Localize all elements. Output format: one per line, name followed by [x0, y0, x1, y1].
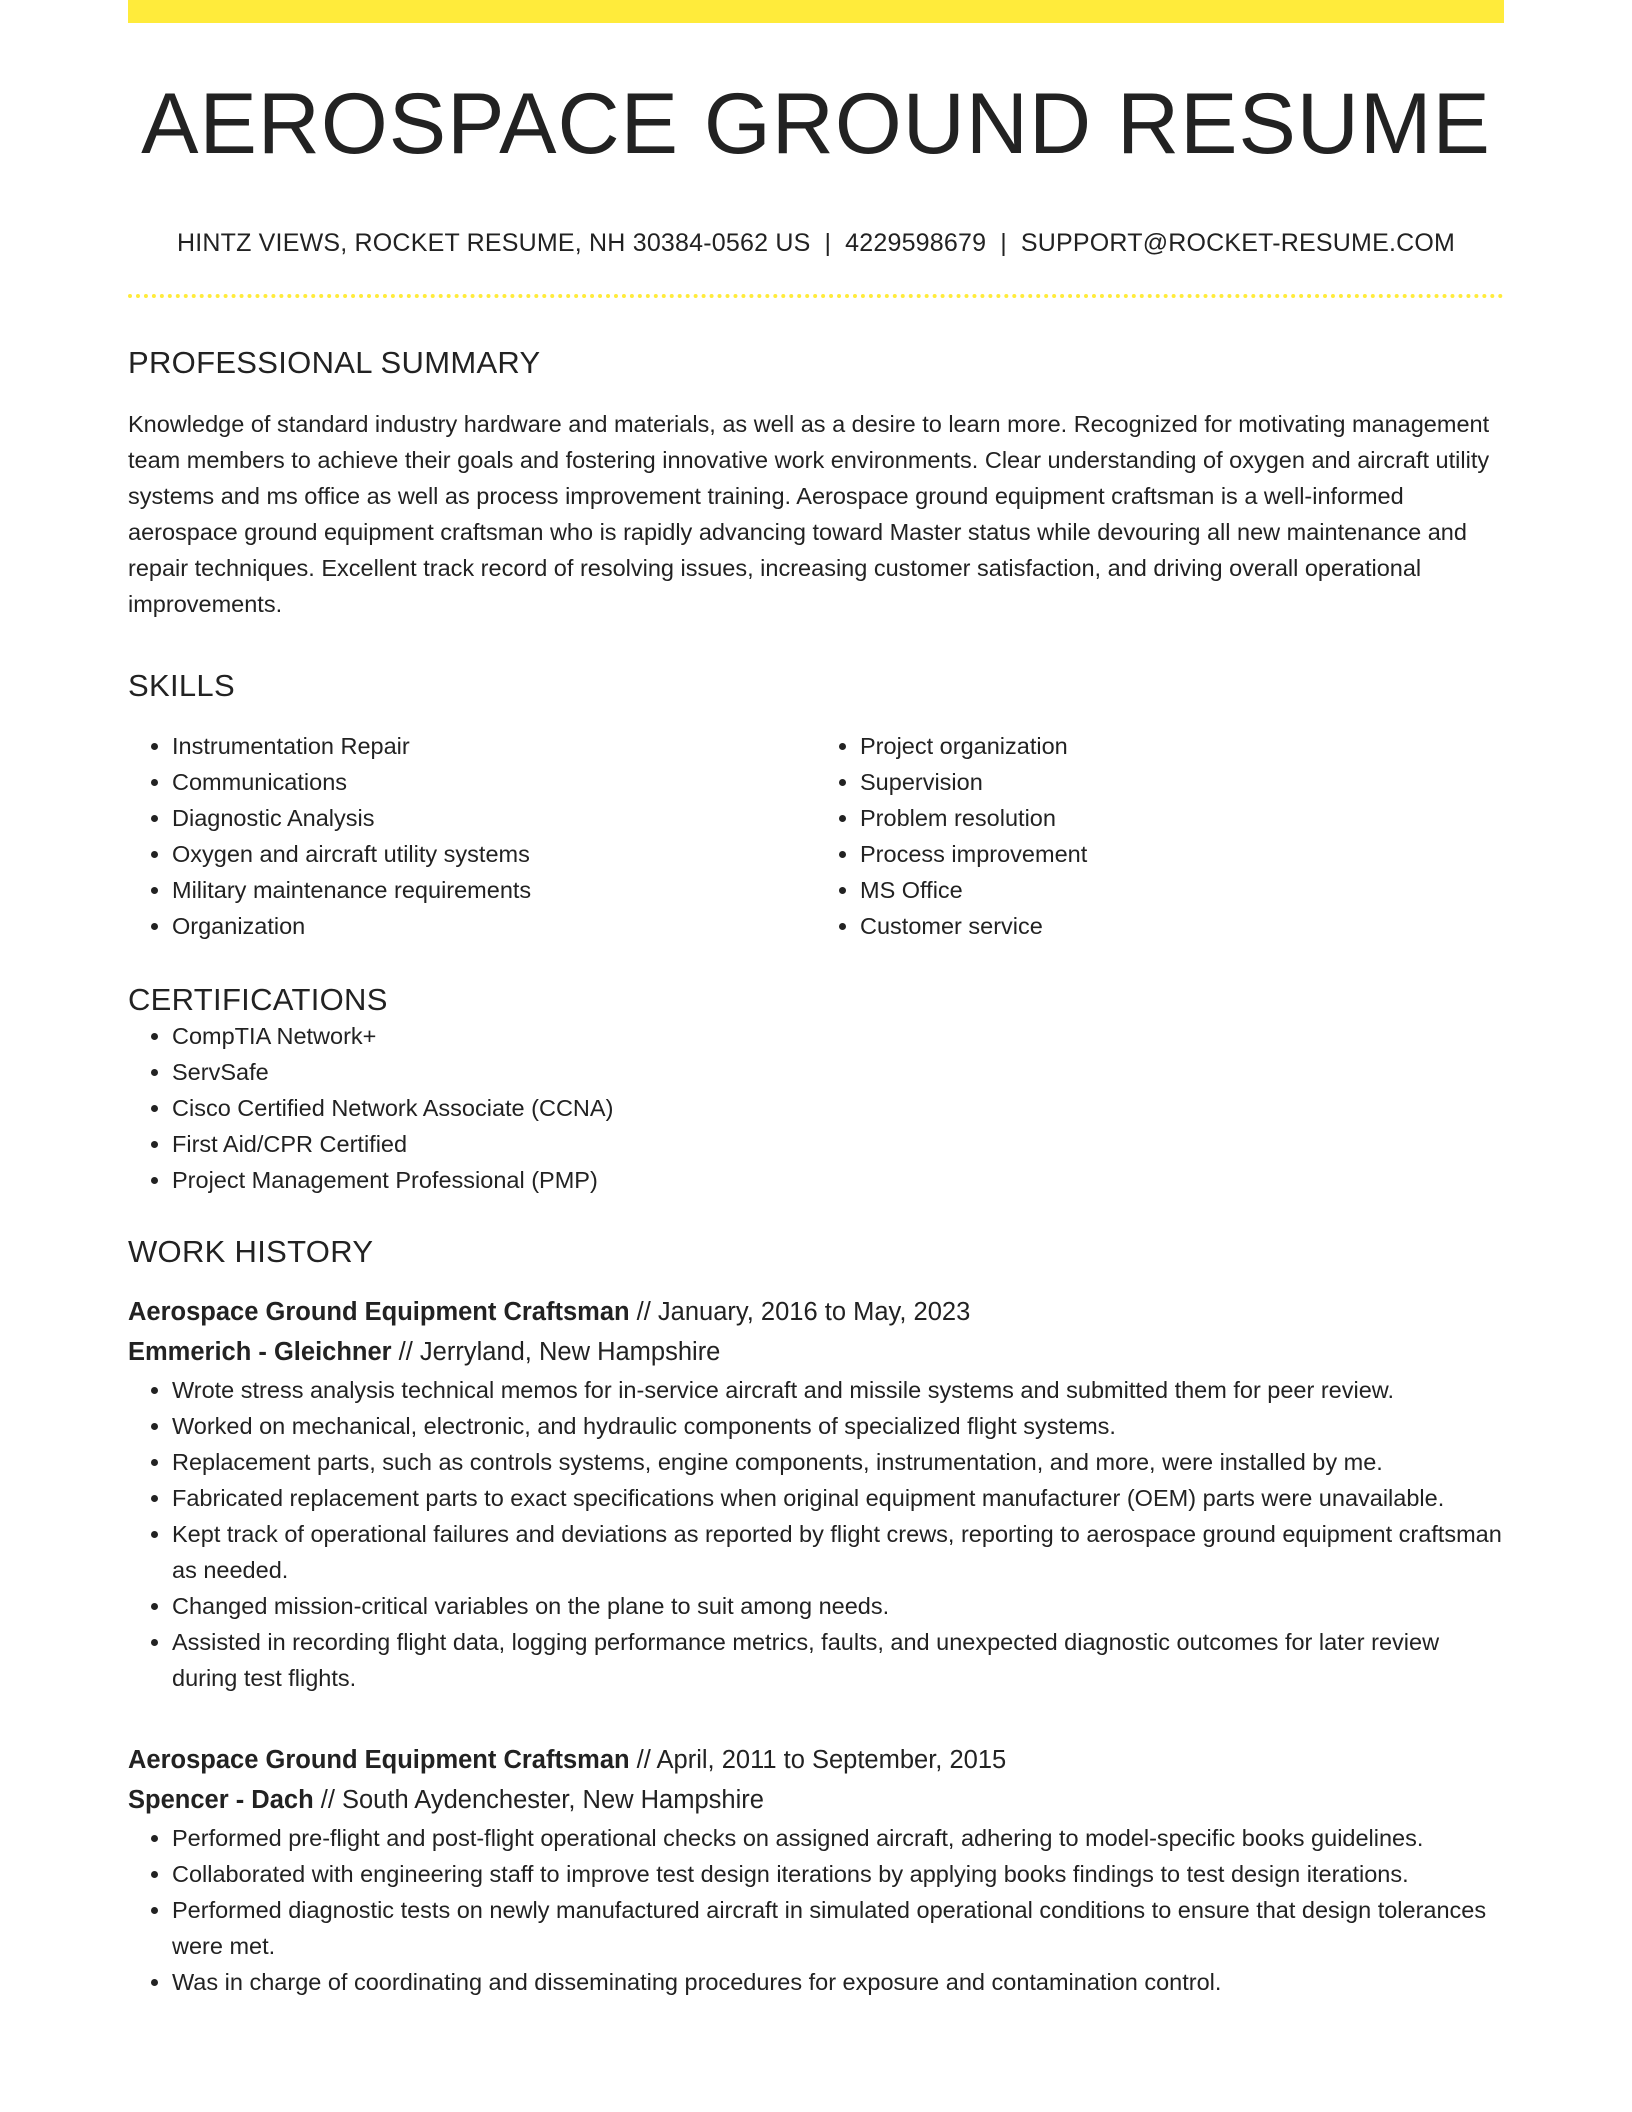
job-duty-item: • Was in charge of coordinating and disseminating procedures for exposure and contamination control.: [172, 1964, 1504, 2000]
skills-left-list: [128, 728, 816, 944]
skill-item: • Communications: [172, 764, 816, 800]
job-company-line: [128, 1780, 1504, 1820]
dotted-divider: [128, 294, 1504, 298]
job-duty-item: • Assisted in recording flight data, logging performance metrics, faults, and unexpected diagnostic outcomes for later review during test flights.: [172, 1624, 1504, 1696]
job-entry: [128, 1292, 1504, 1696]
skill-item: • Diagnostic Analysis: [172, 800, 816, 836]
certification-item: • ServSafe: [172, 1054, 1504, 1090]
contact-phone: 4229598679: [845, 229, 987, 257]
job-duty-item: • Performed pre-flight and post-flight operational checks on assigned aircraft, adhering to model-specific books guidelines.: [172, 1820, 1504, 1856]
job-title-line: [128, 1292, 1504, 1332]
job-duty-item: • Replacement parts, such as controls systems, engine components, instrumentation, and more, were installed by me.: [172, 1444, 1504, 1480]
job-duty-item: • Changed mission-critical variables on the plane to suit among needs.: [172, 1588, 1504, 1624]
contact-separator: |: [824, 229, 832, 257]
job-location: // Jerryland, New Hampshire: [391, 1338, 721, 1366]
skill-item: • Organization: [172, 908, 816, 944]
summary-heading: PROFESSIONAL SUMMARY: [128, 345, 541, 380]
job-dates: // April, 2011 to September, 2015: [629, 1746, 1007, 1774]
skill-item: • Oxygen and aircraft utility systems: [172, 836, 816, 872]
skills-right-list: [816, 728, 1504, 944]
job-duty-item: • Wrote stress analysis technical memos for in-service aircraft and missile systems and submitted them for peer review.: [172, 1372, 1504, 1408]
job-entry: [128, 1740, 1504, 2000]
certification-item: • First Aid/CPR Certified: [172, 1126, 1504, 1162]
job-company-line: [128, 1332, 1504, 1372]
certifications-list: [128, 1018, 1504, 1198]
job-duty-item: • Kept track of operational failures and deviations as reported by flight crews, reporting to aerospace ground equipment craftsman as needed.: [172, 1516, 1504, 1588]
job-duties-list: [128, 1820, 1504, 2000]
skill-item: • Supervision: [860, 764, 1504, 800]
job-duty-item: • Fabricated replacement parts to exact specifications when original equipment manufacturer (OEM) parts were unavailable.: [172, 1480, 1504, 1516]
contact-email: SUPPORT@ROCKET-RESUME.COM: [1020, 229, 1456, 257]
skill-item: • Process improvement: [860, 836, 1504, 872]
certification-item: • Project Management Professional (PMP): [172, 1162, 1504, 1198]
certification-item: • CompTIA Network+: [172, 1018, 1504, 1054]
resume-title: AEROSPACE GROUND RESUME: [141, 76, 1491, 172]
skills-columns: [128, 728, 1504, 944]
job-title: Aerospace Ground Equipment Craftsman: [128, 1746, 630, 1774]
skill-item: • Problem resolution: [860, 800, 1504, 836]
job-title-line: [128, 1740, 1504, 1780]
resume-page: [128, 0, 1504, 2000]
skill-item: • Military maintenance requirements: [172, 872, 816, 908]
accent-bar: [128, 0, 1504, 23]
skill-item: • MS Office: [860, 872, 1504, 908]
skill-item: • Customer service: [860, 908, 1504, 944]
contact-separator: |: [1000, 229, 1007, 257]
job-duty-item: • Performed diagnostic tests on newly manufactured aircraft in simulated operational conditions to ensure that design tolerances were met.: [172, 1892, 1504, 1964]
summary-text: Knowledge of standard industry hardware and materials, as well as a desire to learn more. Recognized for motivating management team members to achieve their goals and fostering innovative work environments. Clear understanding of oxygen and aircraft utility systems and ms office as well as process improvement training. Aerospace ground equipment craftsman is a well-informed aerospace ground equipment craftsman who is rapidly advancing toward Master status while devouring all new maintenance and repair techniques. Excellent track record of resolving issues, increasing customer satisfaction, and driving overall operational improvements.: [128, 411, 1490, 617]
certifications-heading: CERTIFICATIONS: [128, 982, 388, 1017]
job-duty-item: • Collaborated with engineering staff to improve test design iterations by applying books findings to test design iterations.: [172, 1856, 1504, 1892]
contact-address: HINTZ VIEWS, ROCKET RESUME, NH 30384-0562 US: [176, 229, 811, 257]
contact-line: [128, 229, 1504, 258]
certification-item: • Cisco Certified Network Associate (CCNA): [172, 1090, 1504, 1126]
skill-item: • Instrumentation Repair: [172, 728, 816, 764]
job-duty-item: • Worked on mechanical, electronic, and hydraulic components of specialized flight systems.: [172, 1408, 1504, 1444]
job-duties-list: [128, 1372, 1504, 1696]
work-history-heading: WORK HISTORY: [128, 1234, 374, 1269]
job-company: Emmerich - Gleichner: [128, 1338, 392, 1366]
job-title: Aerospace Ground Equipment Craftsman: [128, 1298, 630, 1326]
skill-item: • Project organization: [860, 728, 1504, 764]
job-company: Spencer - Dach: [128, 1786, 314, 1814]
job-location: // South Aydenchester, New Hampshire: [313, 1786, 764, 1814]
skills-heading: SKILLS: [128, 668, 235, 703]
job-dates: // January, 2016 to May, 2023: [629, 1298, 971, 1326]
